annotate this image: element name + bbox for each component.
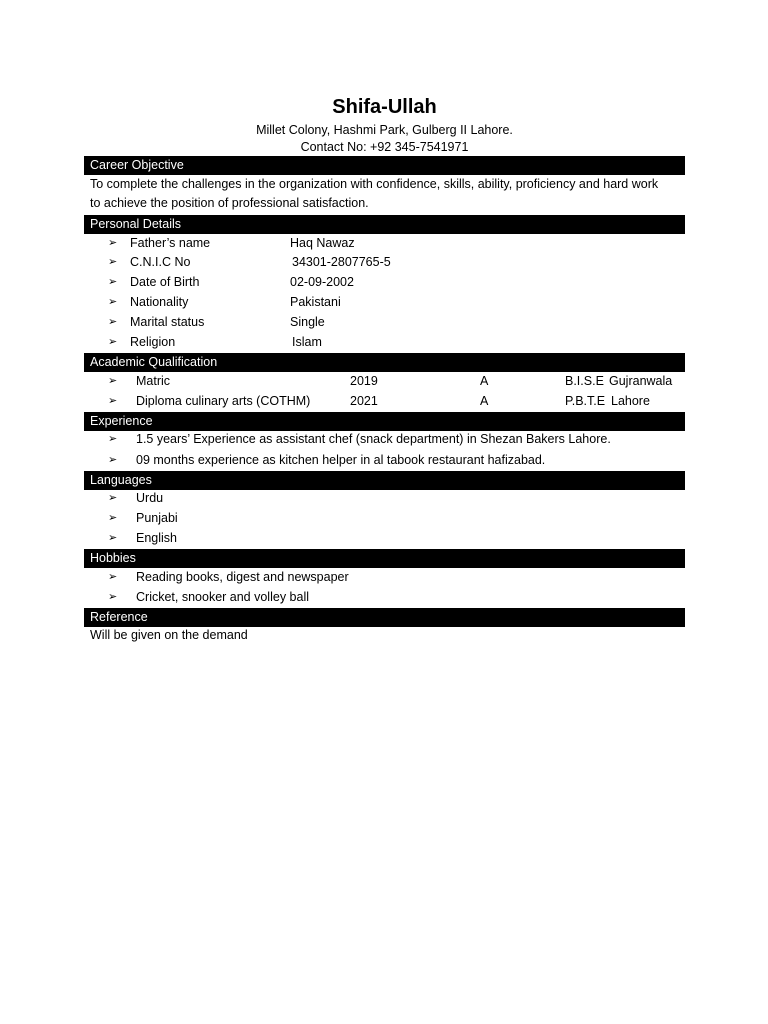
detail-value: 02-09-2002 [290, 275, 354, 289]
arrow-bullet-icon: ➢ [108, 316, 118, 328]
contact-line: Contact No: +92 345-7541971 [300, 140, 469, 154]
arrow-bullet-icon: ➢ [108, 395, 118, 407]
detail-label: Religion [130, 335, 176, 349]
list-item [84, 508, 685, 528]
section-header-experience: Experience [84, 412, 685, 431]
city-cell: Gujranwala [609, 374, 673, 388]
board-cell: P.B.T.E [565, 394, 606, 408]
grade-cell: A [480, 374, 489, 388]
year-cell: 2021 [350, 394, 378, 408]
arrow-bullet-icon: ➢ [108, 336, 118, 348]
arrow-bullet-icon: ➢ [108, 454, 118, 466]
table-row [84, 371, 685, 391]
detail-label: Father’s name [130, 236, 211, 250]
language-text: English [136, 531, 177, 545]
detail-value: Pakistani [290, 295, 341, 309]
arrow-bullet-icon: ➢ [108, 433, 118, 445]
detail-label: C.N.I.C No [130, 255, 191, 269]
list-item [84, 429, 685, 449]
section-header-academic-qualification: Academic Qualification [84, 353, 685, 372]
detail-label: Nationality [130, 295, 189, 309]
list-item [84, 450, 685, 470]
language-text: Punjabi [136, 511, 178, 525]
arrow-bullet-icon: ➢ [108, 237, 118, 249]
detail-value: Islam [292, 335, 322, 349]
list-item [84, 567, 685, 587]
hobby-text: Cricket, snooker and volley ball [136, 590, 309, 604]
degree-cell: Diploma culinary arts (COTHM) [136, 394, 311, 408]
list-item [84, 252, 685, 272]
arrow-bullet-icon: ➢ [108, 591, 118, 603]
arrow-bullet-icon: ➢ [108, 532, 118, 544]
year-cell: 2019 [350, 374, 378, 388]
arrow-bullet-icon: ➢ [108, 571, 118, 583]
arrow-bullet-icon: ➢ [108, 276, 118, 288]
detail-label: Date of Birth [130, 275, 200, 289]
list-item [84, 528, 685, 548]
list-item [84, 587, 685, 607]
list-item [84, 233, 685, 253]
reference-text: Will be given on the demand [90, 628, 248, 642]
arrow-bullet-icon: ➢ [108, 296, 118, 308]
table-row [84, 391, 685, 411]
arrow-bullet-icon: ➢ [108, 375, 118, 387]
arrow-bullet-icon: ➢ [108, 256, 118, 268]
candidate-name: Shifa-Ullah [332, 96, 437, 118]
degree-cell: Matric [136, 374, 171, 388]
detail-value: Single [290, 315, 325, 329]
list-item [84, 332, 685, 352]
section-header-hobbies: Hobbies [84, 549, 685, 568]
detail-value: Haq Nawaz [290, 236, 355, 250]
city-cell: Lahore [611, 394, 650, 408]
career-objective-line-1: To complete the challenges in the organization with confidence, skills, ability, proficiency and hard work [90, 177, 659, 191]
section-header-reference: Reference [84, 608, 685, 627]
list-item [84, 292, 685, 312]
grade-cell: A [480, 394, 489, 408]
experience-text: 1.5 years’ Experience as assistant chef (snack department) in Shezan Bakers Lahore. [136, 432, 611, 446]
experience-text: 09 months experience as kitchen helper in al tabook restaurant hafizabad. [136, 453, 546, 467]
career-objective-line-2: to achieve the position of professional satisfaction. [90, 196, 369, 210]
board-cell: B.I.S.E [565, 374, 604, 388]
hobby-text: Reading books, digest and newspaper [136, 570, 349, 584]
detail-label: Marital status [130, 315, 205, 329]
section-header-personal-details: Personal Details [84, 215, 685, 234]
arrow-bullet-icon: ➢ [108, 512, 118, 524]
address-line: Millet Colony, Hashmi Park, Gulberg II Lahore. [256, 123, 513, 137]
list-item [84, 488, 685, 508]
list-item [84, 312, 685, 332]
arrow-bullet-icon: ➢ [108, 492, 118, 504]
list-item [84, 272, 685, 292]
language-text: Urdu [136, 491, 164, 505]
section-header-languages: Languages [84, 471, 685, 490]
detail-value: 34301-2807765-5 [292, 255, 391, 269]
section-header-career-objective: Career Objective [84, 156, 685, 175]
